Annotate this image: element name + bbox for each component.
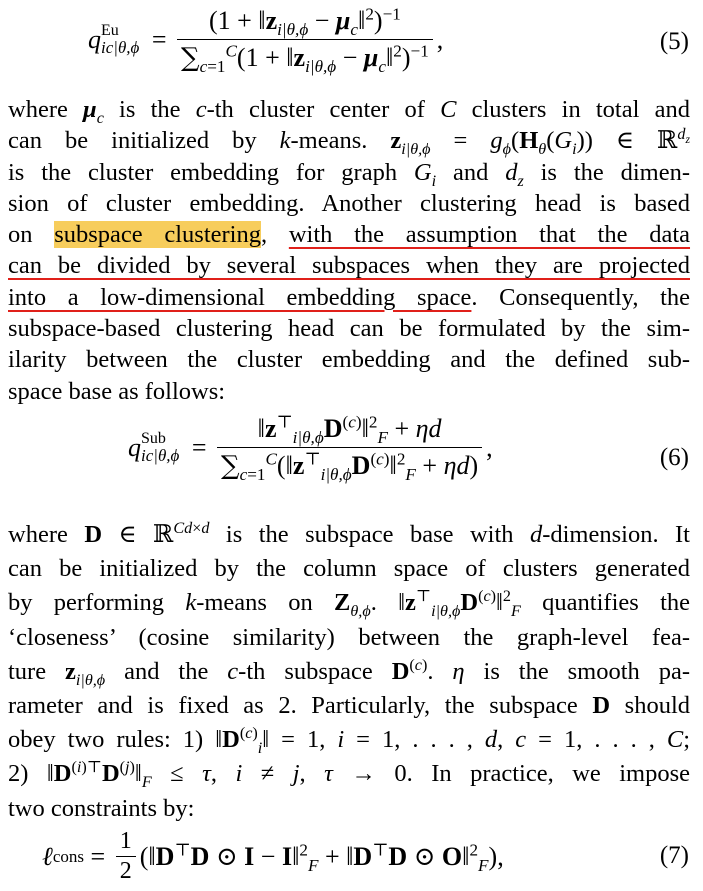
equation-7-body: ℓ cons = $\frac{1}{2}$ (‖D⊤D ⊙ I − I‖$^2_F$ + ‖D⊤D ⊙ O‖$^2_F$), (42, 828, 504, 884)
text-line: where D ∈ ℝ$^{Cd\times d}$ is the subspace base with d-dimension. It (8, 519, 690, 548)
text-line: on subspace clustering, with the assumption that the data (8, 221, 691, 249)
text-line: is the cluster embedding for graph $G_i$ and $d_z$ is the dimen- (8, 158, 691, 190)
underlined-phrase: with the assumption that the data (288, 221, 691, 249)
paragraph-1 (8, 94, 690, 407)
underlined-phrase: into a low-dimensional embedding space (8, 283, 472, 311)
text-line: space base as follows: (8, 377, 226, 405)
text-line (8, 250, 690, 281)
eq5-superscript: Eu (101, 22, 119, 39)
equation-7-number: (7) (659, 842, 689, 869)
text-line: by performing k-means on $Z_{\theta,\phi}$. $‖z^⊤_{i|\theta,\phi}D^{(c)}‖^2_F$ quantifies the (8, 588, 691, 621)
text-line: sion of cluster embedding. Another clustering head is based (8, 189, 690, 217)
equation-7 (0, 826, 703, 888)
text-line: ilarity between the cluster embedding and the defined sub- (8, 346, 690, 374)
equation-5 (0, 2, 703, 80)
text-line: obey two rules: 1) $‖D^{(c)}_i‖ = 1$, i = 1, . . . , d, c = 1, . . . , C; (8, 724, 691, 758)
text-line: into a low-dimensional embedding space. Consequently, the (8, 283, 690, 311)
eq6-superscript: Sub (141, 430, 166, 447)
text-line: two constraints by: (8, 794, 195, 822)
text-line: 2) $‖D^{(i)⊤}D^{(j)}‖_F \le \tau$, i ≠ j, τ → 0. In practice, we impose (8, 759, 691, 792)
paragraph-2 (8, 518, 690, 826)
text-line: ‘closeness’ (cosine similarity) between the graph-level fea- (8, 623, 690, 651)
underlined-phrase: can be divided by several subspaces when they are projected (8, 252, 690, 280)
equation-5-number: (5) (659, 28, 689, 55)
text-line: ture $z_{i|\theta,\phi}$ and the c-th subspace $D^{(c)}$. η is the smooth pa- (8, 656, 691, 689)
equation-5-body: q Eu ic|θ,ϕ = $\frac{(1 + ‖z_{i|\theta,\phi} - \mu_c‖^2)^{-1}}{\sum_{c=1}^C(1 + ‖z_{i|\theta,\phi} - \mu_c‖^2)^{-1}}$ , (88, 4, 444, 77)
equation-6 (0, 412, 703, 502)
text-line: where $\mu_c$ is the c-th cluster center of C clusters in total and (8, 96, 690, 127)
text-line: subspace-based clustering head can be formulated by the sim- (8, 315, 690, 343)
equation-6-number: (6) (659, 444, 689, 471)
equation-6-body: q Sub ic|θ,ϕ = $\frac{‖z^⊤_{i|\theta,\phi}D^{(c)}‖^2_F + \eta d}{\sum_{c=1}^C(‖z^⊤_{i|\theta,\phi}D^{(c)}‖^2_F + \eta d)}$ , (128, 412, 493, 485)
text-line: rameter and is fixed as 2. Particularly, the subspace D should (8, 691, 690, 719)
text-line: can be initialized by k-means. $z_{i|\theta,\phi} = g_\phi(H_\theta(G_i))$ ∈ ℝ$^{d_z}$ (8, 126, 690, 159)
text-line: can be initialized by the column space of clusters generated (8, 555, 690, 583)
highlighted-phrase: subspace clustering (54, 221, 261, 249)
